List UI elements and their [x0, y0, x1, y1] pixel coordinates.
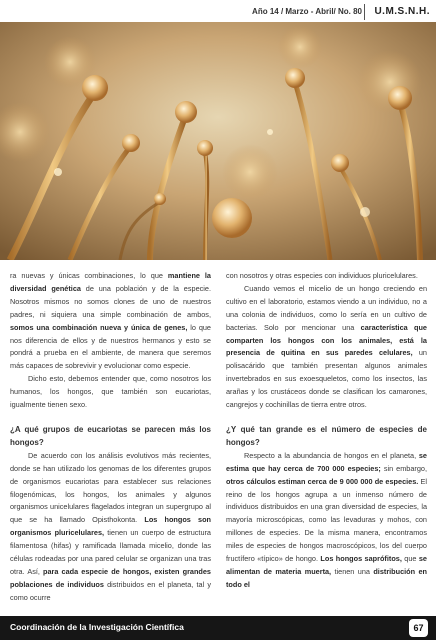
- paragraph: De acuerdo con los análisis evolutivos más recientes, donde se han utilizado los genomas de los diferentes grupos de organismos eucariotas para establecer sus relaciones filogenómicas, los hongos, los animales y algunos organismos unicelulares flagelados integran un supergrupo al que se ha llamado Opisthokonta. Los hongos son organismos pluricelulares, tienen un cuerpo de estructura filamentosa (hifas) y ramificada llamada micelio, donde las células rodeadas por una pared celular se organizan una tras otra. Así, para cada especie de hongos, existen grandes poblaciones de individuos distribuidos en el planeta, tal y como ocurre: [10, 450, 211, 602]
- text-column-right: [226, 270, 427, 592]
- paragraph: Respecto a la abundancia de hongos en el planeta, se estima que hay cerca de 700 000 especies; sin embargo, otros cálculos estiman cerca de 9 000 000 de especies. El reino de los hongos agrupa a un inmenso número de individuos distribuidos en una gran diversidad de especies, la mayoría microscópicas, como las levaduras y mohos, con millones de especies. De la misma manera, encontramos miles de especies de hongos macroscópicos, los del cuerpo fructífero «típico» de hongo. Los hongos saprófitos, que se alimentan de materia muerta, tienen una distribución en todo el: [226, 450, 428, 589]
- footer-label: Coordinación de la Investigación Científica: [10, 622, 184, 632]
- section-heading: ¿A qué grupos de eucariotas se parecen más los hongos?: [10, 424, 211, 447]
- section-heading: ¿Y qué tan grande es el número de especies de hongos?: [226, 424, 427, 447]
- paragraph: Dicho esto, debemos entender que, como nosotros los humanos, los hongos, que también son eucariotas, igualmente tienen sexo.: [10, 374, 211, 410]
- header-divider: [364, 4, 365, 20]
- issue-info: Año 14 / Marzo - Abril/ No. 80: [252, 7, 362, 16]
- page-footer: [0, 616, 436, 640]
- paragraph: ra nuevas y únicas combinaciones, lo que mantiene la diversidad genética de una población y de la especie. Nosotros mismos no somos clones de uno de nuestros padres, ni siquiera una simple combinación de ambos, somos una combinación nueva y única de genes, lo que nos diferencia de ellos y de nuestros hermanos y esto se pondrá a prueba en el ambiente, de manera que seremos más capaces de sobrevivir y evolucionar como especie.: [10, 271, 211, 371]
- paragraph: con nosotros y otras especies con individuos pluricelulares.: [226, 271, 418, 280]
- brand-label: U.M.S.N.H.: [374, 6, 430, 17]
- page-header: [0, 0, 436, 22]
- paragraph: Cuando vemos el micelio de un hongo creciendo en cultivo en el laboratorio, estamos viendo a un individuo, no a una colonia de individuos, como lo sería en un cultivo de bacterias. Solo por mencionar una característica que comparten los hongos con los animales, está la presencia de quitina en sus paredes celulares, un polisacárido que también presentan algunos animales invertebrados en sus exoesqueletos, como los insectos, las arañas y los crustáceos donde se clasifican los camarones, cangrejos y cochinillas de tierra entre otros.: [226, 283, 427, 410]
- mold-microscopy-image: [0, 22, 436, 260]
- text-column-left: [10, 270, 211, 605]
- page-number: 67: [409, 619, 428, 637]
